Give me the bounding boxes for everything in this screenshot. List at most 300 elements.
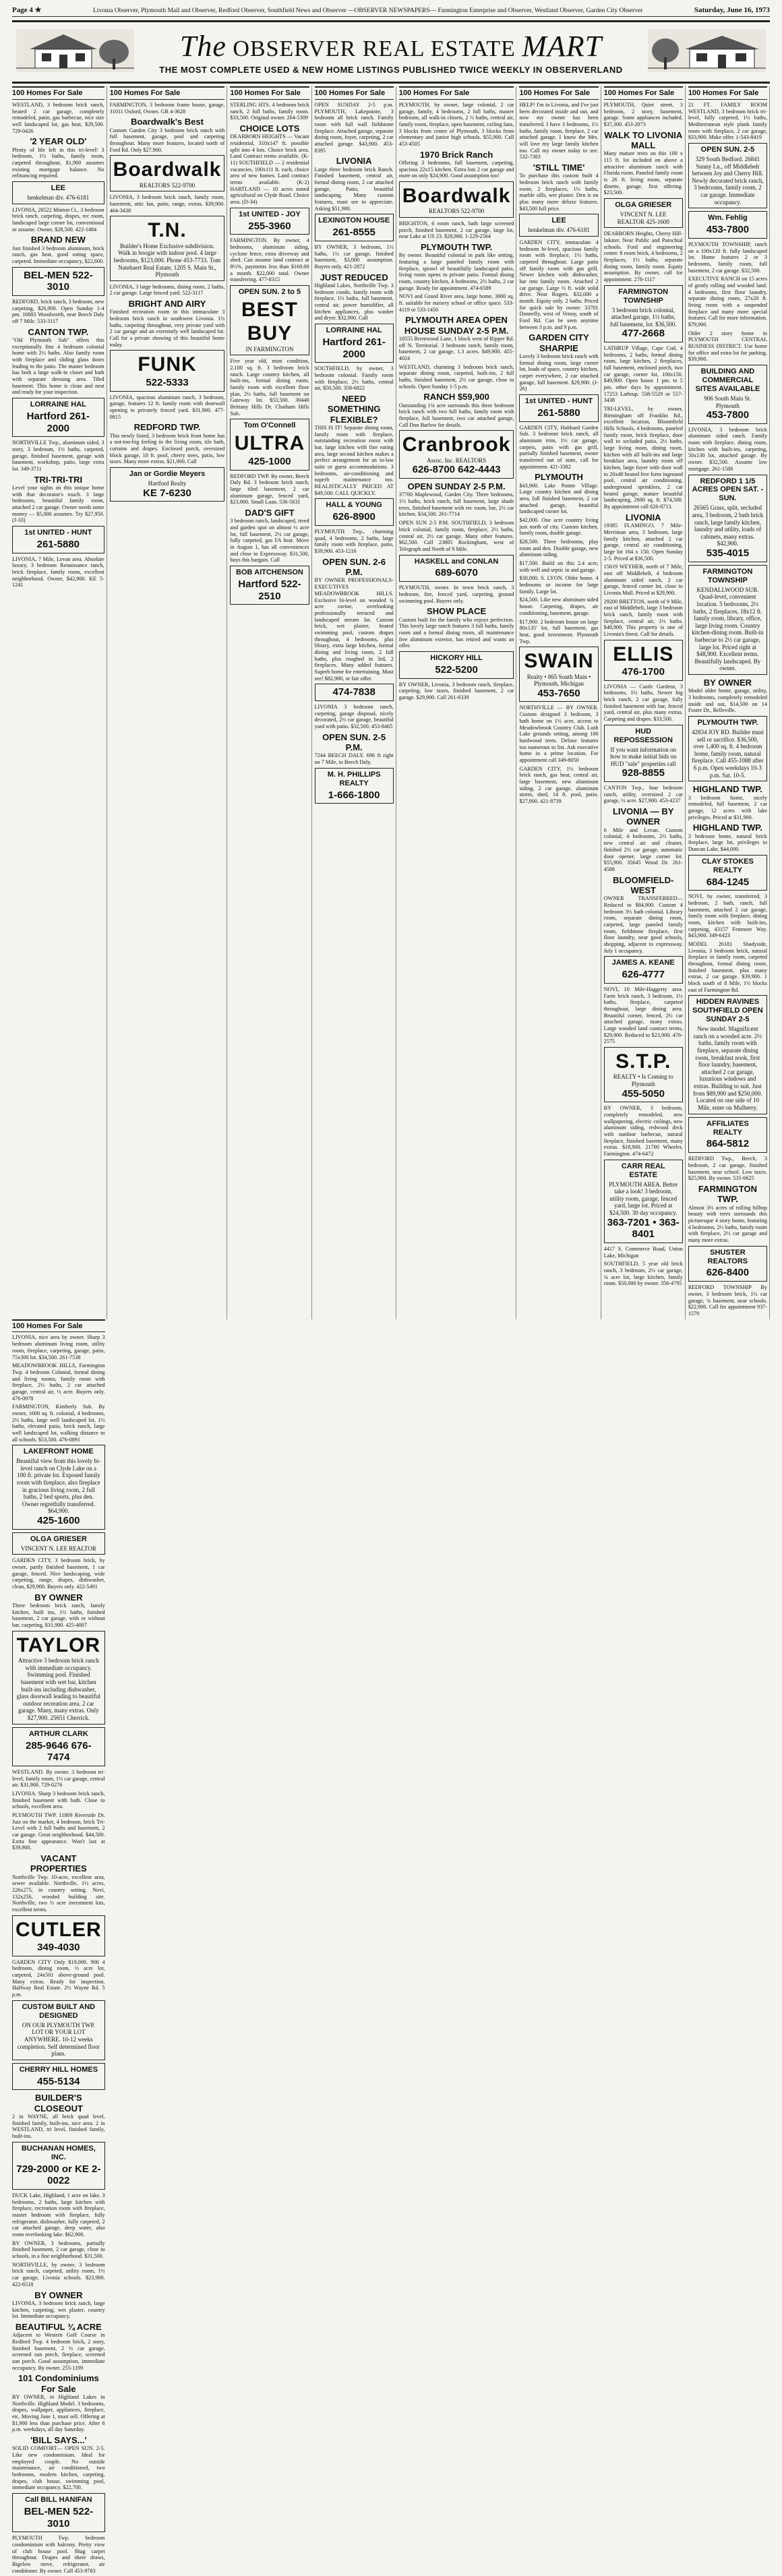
listing-headline: REDFORD TWP. — [133, 422, 201, 433]
realtor-name: HIDDEN RAVINES SOUTHFIELD OPEN SUNDAY 2-5 — [692, 998, 763, 1024]
classified-columns — [12, 86, 770, 2574]
realtor-detail: 906 South Main St. Plymouth — [704, 394, 752, 409]
realtor-name: FARMINGTON TOWNSHIP — [702, 567, 753, 585]
listing-text: 37760 Maplewood, Garden City. Three bedrooms, 1½ baths, brick ranch, full basement, large shade trees, finished basement with rec room, bar, 2½ car kitchen. $34,500. 261-7714 — [398, 491, 514, 518]
listing-text: This newly listed, 3 bedroom brick front home has a not-too-big feeling in the living room, tile bath, curtains and drapes. Enclosed porch, oversized block garage, 18 ft. pool, cherry trees, patio, low taxes. Many more extras. $21,900. Call — [109, 432, 225, 465]
house-illustration — [16, 29, 134, 72]
realtor-ad — [688, 365, 767, 424]
realtor-name: PLYMOUTH TWP. — [697, 719, 758, 727]
phone-number: 453-7800 — [706, 409, 750, 421]
listing-text: REDFORD TOWNSHIP By owner, 3 bedroom brick, 1½ car garage, ¾ basement, near schools. $22,900. Call for appointment 937-1579 — [688, 1284, 767, 1317]
realtor-logo-text: TAYLOR — [16, 1634, 100, 1656]
listing-headline: NEED SOMETHING FLEXIBLE? — [327, 394, 381, 425]
listing-text: NORTHVILLE, by owner, 3 bedroom brick ranch, carpeted, utility room, 1½ car garage, Livonia schools. $23,900. 422-6518 — [12, 2261, 105, 2287]
listing-text: Three bedroom brick ranch, family kitchen, built ins, 1½ baths, finished basement, 2 car garage, with or without bar, carpeting, $31,900. 425-4007 — [12, 1602, 105, 1629]
column-header: 100 Homes For Sale — [604, 86, 683, 100]
realtor-ad — [12, 1532, 105, 1555]
listing-text: Finished recreation room in this immaculate 3 bedroom brick ranch in southwest Livonia. 1½ baths, carpeting throughout, very private yard with 2 car garage and an extremely well landscaped lot. Call for a private showing of this beautiful home today. — [109, 309, 225, 348]
listing-text: 3 bedroom ranch, landscaped, treed and garden spot on almost ½ acre lot, full basement, 2½ car garage, fully carpeted, gas FA heat. Move in August 1, has all conveniences and close to Expressway. $31,500, buys this bargain. Call — [230, 518, 309, 564]
listing-text: OWNER TRANSFERRED—Reduced to $84,900. Custom 4 bedroom 3½ bath colonial. Library room, separate dining room, carpeted, large paneled family room, fieldstone fireplace, first floor laundry, near good schools, shopping, adjacent to expressway. July 1 occupancy. — [603, 895, 683, 954]
realtor-detail: REALTY • Is Coming to Plymouth — [613, 1073, 673, 1087]
listing-text: PLYMOUTH Twp. bedroom condominium with balcony. Pretty view of club house pool. Shag carpet throughout. Drapes and sheer draws, Bigelow stove, refrigerator, air conditioner. By owner. Call 453-9783 — [12, 2535, 105, 2574]
listing-text: FARMINGTON. By owner, 4 bedrooms, aluminum siding, cyclone fence, extra driveway and shed. Can assume land contract at 8½%, payments less than $160.00 a month. $22,000 total. Owner transferring. 477-8315 — [230, 237, 309, 283]
realtor-detail: 3 bedroom brick colonial, attached garage, 1½ baths, full basement, lot. $36,500. — [609, 306, 677, 328]
listing-headline: BEAUTIFUL ¾ ACRE — [15, 2321, 102, 2332]
listing-text: LIVONIA, nice area by owner. Sharp 3 bedroom aluminum living room, utility room, fireplace, carpeting, garage, patio, 75x300 lot. $34,500. 261-7538 — [12, 1334, 105, 1360]
realtor-ad — [604, 285, 683, 342]
listing-text: TRI-LEVEL, by owner, Birmingham off Franklin Rd., excellent location, Bloomfield Hills Schools, 4 bedrooms, paneled family room, brick fireplace, door wall to secluded patio, 2½ baths, large living room, dining room, kitchen with all built-ins and large breakfast area, laundry room off kitchen, large foyer with door wall to 20x40 heated free form inground pool, central air conditioning, underground sprinklers, 2 car heated garage, mature beautiful landscaping, 2600 sq. ft. $74,500. By appointment call 626-8713. — [603, 406, 683, 510]
listing-text: Offering 3 bedrooms, full basement, carpeting, spacious 22x15 kitchen. Extra lots 2 car garage and more on only $24,900. Good assumption too! — [398, 160, 514, 179]
listing-text: NORTHVILLE — BY OWNER. Custom designed 3 bedroom, 3 bath home on 1½ acre, access to Meadowbrook Country Club. Lush Lake grounds setting, among 100 hardwood trees. Deluxe features too numerous to list. Ask executive home in a prime location. For appointment call 349-8050 — [519, 705, 599, 763]
listing-headline: GARDEN CITY SHARPIE — [529, 332, 589, 353]
column-header: 100 Homes For Sale — [399, 86, 514, 100]
listing-headline: '2 YEAR OLD' — [30, 136, 87, 147]
listing-headline: HIGHLAND TWP. — [692, 784, 762, 795]
phone-number: 626-4777 — [622, 969, 665, 981]
listing-text: LIVONIA, 3 bedroom brick ranch, family room, basement, attic fan, patio, range, extras. $39,900. 464-3438 — [109, 194, 225, 214]
listing-text: NOVI, 10 Mile-Haggerty area. Farm brick ranch, 3 bedroom, 1½ baths, fireplace, carpeted throughout, large dining area. Beautiful corner, fenced, 2½ car attached garage, many extras. Large wooded land contract terms, $29,900. Reduced to $23,900. 476-2575 — [603, 986, 683, 1045]
listing-text: LIVONIA. Sharp 3 bedroom brick ranch, finished basement with bath. Close to schools, excellent area. — [12, 1790, 105, 1810]
listing-text: SOUTHFIELD, 5 year old brick ranch, 3 bedroom, 2½ car garage, ¾ acre lot, large kitchen, family room. $50,000 by owner. 356-4795 — [603, 1261, 683, 1287]
realtor-ad — [688, 855, 767, 891]
realtor-detail: If you want information on how to make initial bids on HUD "sale" properties call — [610, 746, 677, 767]
realtor-name: OLGA GRIESER — [615, 201, 672, 210]
listing-text: SOLID COMFORT— OPEN SUN. 2-5. Like new condominium. Ideal for employed couple. No outside maintenance, air conditioned, two bedrooms, modern kitchen, carpeting, drapes, club house, swimming pool, immediate occupancy. $22,700. — [12, 2445, 105, 2491]
realtor-name: Jan or Gordie Meyers — [129, 469, 206, 478]
listing-text: SOUTHFIELD, by owner, 3 bedroom colonial. Family room with fireplace, 2½ baths, central air, $50,500. 358-6822 — [314, 365, 394, 392]
realtor-name: HALL & YOUNG — [326, 501, 382, 510]
listing-headline: RANCH $59,900 — [423, 392, 489, 402]
listing-text: "Old Plymouth Sub" offers this exceptionally fine 4 bedroom colonial home with 2½ baths. Also family room with fireplace and sliding glass doors leading to the patio. The master bedroom has both a large walk-in closet and bath with separate dressing area. Tiled basement. This home is clean and neat and ready for your inspection. — [12, 337, 104, 396]
phone-number: 535-4015 — [706, 547, 750, 560]
listing-text: LIVONIA 3 bedroom ranch, carpeting, garage disposal, nicely decorated, 2½ car garage, beautiful yard with patio. $32,500. 453-8465 — [314, 703, 394, 729]
realtor-ad — [688, 143, 767, 208]
phone-box — [12, 267, 104, 296]
listing-headline: DAD'S GIFT — [245, 507, 295, 518]
listing-headline: BY OWNER — [703, 678, 752, 688]
realtor-detail: 42834 JOY RD. Builder must sell or sacrifice. $36,500, over 1,400 sq. ft. 4 bedroom home, family room, natural fireplace. Call 455-1088 after 6 p.m. Open weekdays 10-3 p.m. Sat. 10-5. — [691, 728, 764, 779]
listing-text: GARDEN CITY, Hubbard Garden Sub. 3 bedroom brick ranch, all aluminum trim, 1½ car garage, carpets, patio with gas grill, partially finished basement, owner transferred out of state, call for appointment. 421-3382 — [519, 424, 599, 470]
listing-headline: TRI-TRI-TRI — [34, 474, 83, 485]
realtor-ad — [12, 398, 104, 437]
listing-text: LIVONIA, 3 bedroom brick ranch, large kitchen, carpeting, wet plaster, country lot. Immediate occupancy. — [12, 2300, 105, 2320]
phone-number: 425-1600 — [37, 1515, 80, 1527]
listing-text: $17,900. 2 bedroom house on large 80x135' lot, full basement, gas heat, good investment. Plymouth Twp. — [519, 618, 599, 645]
phone-number: 522-5200 — [435, 663, 478, 676]
phone-number: 684-1245 — [706, 876, 750, 888]
phone-number: Hartford 261-2000 — [322, 336, 386, 360]
phone-number: KE 7-6230 — [143, 487, 191, 499]
realtor-ad — [12, 181, 104, 204]
listing-text: PLYMOUTH TOWNSHIP, ranch on a 100x120 ft. fully landscaped lot. Home features 2 or 3 bedrooms, family room, full basement, 2 car garage. $32,500. — [688, 241, 767, 274]
listing-text: By owner. Beautiful colonial in park like setting, featuring a large paneled family room with fireplace, sprawl of beautifully landscaped patio, living room opens to private patio. Formal dining room, country kitchen, 4 bedrooms, 2½ baths, 2 car garage. Ready for appointment. 474-6589 — [398, 252, 514, 291]
phone-number: 261-5880 — [36, 539, 80, 551]
realtor-logo-text: T.N. — [148, 219, 187, 242]
listing-headline: OPEN SUNDAY 2-5 P.M. — [407, 481, 506, 492]
running-header — [12, 5, 770, 17]
listing-text: 7244 BEECH DALY. 696 ft right on 7 Mile, to Beech Daly. — [314, 752, 394, 765]
phone-number: 476-1700 — [622, 665, 665, 678]
realtor-detail: henkelman div. 476-6181 — [27, 193, 90, 201]
listing-text: To purchase this custom built 4 bedroom brick ranch with family room, 2 fireplaces, 1½ baths, marble sills, wet plaster. Den is on plus many more deluxe features. $43,500 full price. — [519, 173, 599, 212]
page-number: Page 4 ★ — [12, 6, 42, 14]
listing-text: BY OWNER, 3 bedroom, completely remodeled, new wallpapering, electric ceilings, new aluminum siding, redwood deck with outdoor barbecue, natural fireplace, finished basement, many extras. $18,900. 21700 Wheeler, Farmington. 474-6472 — [603, 1105, 683, 1157]
listing-text: $17,500. Build on this 2.4 acre, with well and septic in and garage. — [519, 560, 599, 573]
realtor-logo-text: BEST BUY — [241, 299, 298, 345]
listing-text: Many mature trees on this 100 x 115 ft. lot included on above a attractive aluminum ranch with Florida room. Paneled family room is 26 ft. living room, separate dinette, garage, first offering. $23,500. — [603, 150, 683, 196]
realtor-ad — [604, 1047, 683, 1102]
realtor-ad — [315, 498, 394, 526]
listing-headline: PLYMOUTH TWP. — [421, 242, 493, 253]
realtor-ad — [519, 647, 598, 702]
realtor-ad — [230, 285, 309, 355]
listing-text: Plenty of life left in this tri-level! 3 bedroom, 1½ baths, family room, carpeted throughout, $1,900 assumes existing mortgage balance. No refinancing required. — [12, 146, 104, 179]
realtor-ad — [110, 350, 225, 391]
listing-text: Just finished 3 bedroom aluminum, brick ranch, gas heat, good eating space, carpeted. Immediate occupancy, $22,600. — [12, 245, 104, 264]
phone-number: 626-8400 — [706, 1267, 750, 1279]
realtor-name: ARTHUR CLARK — [28, 1729, 88, 1738]
phone-number: BEL-MEN 522-3010 — [24, 269, 93, 293]
listing-text: Large three bedroom brick Ranch. Finished basement, central air, formal dining room, 2 car attached garage, Patio, beautiful landscaping. Many custom features, must see to appreciate. Asking $51,900. — [314, 166, 394, 212]
listing-text: LIVONIA, 3 large bedrooms, dining room, 2 baths, 2 car garage. Large fenced yard. 522-3117 — [109, 283, 225, 297]
listing-headline: PLYMOUTH — [535, 472, 583, 483]
listing-headline: VACANT PROPERTIES — [30, 1853, 87, 1874]
realtor-name: CARR REAL ESTATE — [621, 1162, 665, 1179]
listing-text: 21 FT. FAMILY ROOM WESTLAND, 3 bedroom brick tri-level, fully carpeted, 1½ baths, Mediterranean style plank family room with fireplace, 2 car garage, $33,900. Make offer. 1-543-8419 — [688, 101, 767, 141]
listing-text: 2 in WAYNE, all brick quad level, finished family, built-ins, nice area. 2 in WESTLAND, tri level, finished family, built-ins. — [12, 2114, 105, 2140]
realtor-logo-text: ULTRA — [234, 432, 305, 455]
classified-column — [12, 86, 107, 1319]
realtor-name: FARMINGTON TOWNSHIP — [618, 287, 669, 305]
phone-number: 455-5134 — [37, 2075, 80, 2087]
phone-number: 1-666-1800 — [328, 789, 380, 801]
phone-number: 477-2668 — [622, 328, 665, 340]
phone-number: 261-8555 — [332, 227, 375, 239]
phone-number: 349-4030 — [37, 1942, 80, 1954]
listing-text: CANTON Twp., four bedroom ranch, utility, oversized 2 car garage, ½ acre. $27,900. 453-4237 — [603, 785, 683, 804]
section-banner — [12, 20, 770, 84]
phone-number: 261-5880 — [537, 407, 580, 419]
listing-text: Custom built for the family who enjoys perfection. This lovely large ranch features 3 full baths, family room and a formal dining room, all maintenance free aluminum exterior, has retired and wants an offer. — [398, 616, 514, 649]
issue-date: Saturday, June 16, 1973 — [694, 6, 770, 14]
listing-text: LATHRUP Village, Cape Cod, 4 bedrooms, 2 baths, formal dining room, large kitchen, 2 fireplaces, full basement, enclosed porch, two car garage, corner lot, 100x150. $49,900. Open house 1 pm. to 5 pm. other days by appointment. 17253 Lathrup. 538-5529 or 557-3438 — [603, 345, 683, 404]
listing-text: REDFORD, brick ranch, 3 bedroom, new carpeting, $26,900. Open Sunday 1-4 pm. 16883 Woodworth, near Beech Daly off 7 Mile. 533-3117 — [12, 299, 104, 325]
realtor-ad — [315, 324, 394, 363]
listing-text: FARMINGTON, Kimberly Sub. By owner, 1600 sq. ft. colonial, 4 bedrooms, 2½ baths, large well landscaped lot, 1½ baths, elevated patio, brick ranch, large well landscaped lot, walking distance to all schools. $53,500. 476-0891 — [12, 1404, 105, 1443]
listing-text: $42,000. One acre country living just north of city. Custom kitchen, family room, double garage. — [519, 517, 599, 537]
listing-headline: 1970 Brick Ranch — [419, 149, 493, 160]
realtor-name: OPEN SUN. 2-5 — [700, 146, 755, 154]
listing-text: OPEN SUN 2-5 P.M. SOUTHFIELD, 3 bedroom brick colonial, family room, fireplace, 2½ baths, central air, 2½ car garage. Many other features. $62,500. Call 23805 Rockingham, west of Telegraph and North of 9 Mile. — [398, 520, 514, 552]
realtor-name: AFFILIATES REALTY — [706, 1119, 749, 1137]
listing-text: LIVONIA, spacious aluminum ranch, 3 bedroom, garage, features 12 ft. family room with doorwall opening to privately fenced yard. $31,900. 477-0815 — [109, 394, 225, 420]
phone-number: 453-7800 — [706, 224, 750, 236]
realtor-name: LORRAINE HAL — [30, 400, 86, 409]
listing-text: FARMINGTON, 3 bedroom frame house, garage, 31011 Oxford, Owner. GR 4-3628 — [109, 101, 225, 115]
listing-text: REDFORD TWP. By owner, Beech Daly Rd. 3 bedroom brick ranch, large tiled basement, 2 car aluminum garage, fenced yard, $23,900. Small Loan. 536-5631 — [230, 473, 309, 506]
classified-column — [12, 1319, 107, 2576]
listing-text: Model older home, garage, utility, 3 bedrooms, completely remodeled inside and out, $14,500 on 14 Foster Dr., Belleville. — [688, 688, 767, 714]
phone-number: BEL-MEN 522-3010 — [24, 2505, 94, 2529]
realtor-name: M. H. PHILLIPS REALTY — [327, 770, 381, 787]
classified-column — [230, 86, 311, 1319]
listing-text: GARDEN CITY, 3 bedroom brick, by owner, partly finished basement, 1 car garage, fenced. Nice landscaping, wide carpeting, range, drapes, dishwasher, clean, $29,900. Buyers only. 422-5491 — [12, 1557, 105, 1590]
listing-text: 19385 FLAMINGO, 7 Mile-Merriman area, 3 bedroom, large family kitchen, attached 2 car garage, central air conditioning, large lot 164 x 150. Open Sunday 2-5. Priced at $36,500. — [603, 522, 683, 562]
listing-text: 15619 WEYHER, north of 7 Mile, east off Middlebelt, 4 bedroom aluminum sided ranch, 2 car garage, fenced corner lot, close to Livonia Mall. Priced at $29,900. — [603, 564, 683, 596]
phone-number: Hartford 522-2510 — [238, 578, 301, 602]
classified-column — [110, 86, 228, 1319]
realtor-ad — [688, 565, 767, 675]
listing-text: BY OWNER, 3 bedrooms, partially finished basement, 2 car garage, close to schools, in a fine neighborhood. $31,500. — [12, 2240, 105, 2260]
column-header: 100 Homes For Sale — [230, 86, 309, 100]
listing-text: Northville Twp. 10-acre, excellent area, sewer available. Northville, 1½ acres, 226x275, in country setting. Novi, 132x256, wooded building site. Northville, two ½ acre investment lots, excellent terms. — [12, 1874, 105, 1913]
realtor-ad — [12, 1915, 105, 1956]
listing-headline: LIVONIA — [336, 156, 372, 167]
banner-subtitle: THE MOST COMPLETE USED & NEW HOME LISTINGS PUBLISHED TWICE WEEKLY IN OBSERVERLAND — [159, 65, 623, 75]
listing-text: WESTLAND, charming 3 bedroom brick ranch, separate dining room, carpeted, built-ins, 2 full baths, finished basement, 2½ car garage, close to schools. Open Sunday 1-5 p.m. — [398, 363, 514, 390]
realtor-ad — [12, 2063, 105, 2091]
realtor-detail: VINCENT N. LEE REALTOR — [20, 1545, 96, 1552]
realtor-name: CLAY STOKES REALTY — [701, 857, 754, 874]
realtor-ad — [230, 208, 309, 235]
listing-text: PLYMOUTH, Quiet street, 3 bedroom, 2 story, basement, garage. Some appliances included. $37,300. 453-2073 — [603, 101, 683, 127]
listing-text: PLYMOUTH Twp., charming quad, 4 bedrooms, 2 baths, large family room with fireplace, patio, $39,900. 453-1216 — [314, 529, 394, 555]
realtor-ad — [399, 651, 514, 679]
realtor-name: LEE — [51, 184, 66, 193]
classified-column — [688, 86, 770, 1319]
publication-line: Livonia Observer, Plymouth Mail and Observer, Redford Observer, Southfield News and Observer —OBSERVER NEWSPAPERS— Farmington Enterprise and Observer, Westland Observer, Garden City Observer — [93, 7, 643, 14]
column-header: 100 Homes For Sale — [315, 86, 394, 100]
realtor-detail: Builder's Home Exclusive subdivision. Walk in boogie with indoor pool. 4 large bedrooms, $123,000. Phone 453-7733. Tom Natebaert Real Estate, 1205 S. Main St., Plymouth — [113, 242, 221, 278]
listing-text: 29200 BRETTON, north of 9 Mile, east of Middlebelt, large 3 bedroom brick ranch, family room with fireplace, central air, 1½ baths. $48,900. This property is one of Livonia's finest. Call for details. — [603, 598, 683, 637]
listing-text: LIVONIA — Castle Gardens, 3 bedrooms, 1½ baths, Newer big brick ranch, 2 car garage, fully finished basement with bar, fenced yard, central air, plus many extras. Carpeting and drapes. $33,500. — [603, 683, 683, 723]
realtor-name: REDFORD 1 1/5 ACRES OPEN SAT. - SUN. — [692, 477, 764, 503]
listing-headline: FARMINGTON TWP. — [698, 1183, 757, 1205]
realtor-detail: REALTORS 522-9700 — [139, 181, 196, 189]
realtor-ad — [315, 768, 394, 804]
listing-text: 4417 S. Commerce Road, Union Lake, Michigan — [603, 1245, 683, 1259]
realtor-detail: IN FARMINGTON — [245, 345, 294, 353]
phone-number: 455-5050 — [622, 1087, 665, 1100]
listing-headline: OPEN SUN. 2-5 P.M. — [322, 731, 386, 752]
realtor-name: Call BILL HANIFAN — [25, 2495, 92, 2504]
column-header: 100 Homes For Sale — [110, 86, 225, 100]
listing-headline: HIGHLAND TWP. — [692, 822, 762, 833]
phone-number: 689-6070 — [435, 567, 478, 579]
realtor-name: HICKORY HILL — [430, 653, 483, 662]
classified-column — [519, 86, 601, 1319]
listing-text: Five year old, mint condition, 2,100 sq. ft. 3 bedroom brick ranch. Large country kitchen, all built-ins, formal dining room, family room with excellent floor plan, 2½ baths, full basement on Gateway lot. $53,500. 30440 Brittany Hills Dr. Chatham Hills Sub. — [230, 358, 309, 417]
realtor-logo-text: ELLIS — [613, 642, 674, 665]
realtor-ad — [12, 1727, 105, 1766]
realtor-name: JAMES A. KEANE — [611, 959, 675, 967]
phone-number: 363-7201 • 363-8401 — [607, 1216, 680, 1240]
realtor-ad — [12, 1631, 105, 1725]
listing-text: NOVI, by owner, transferred, 3 bedroom, 2 bath, ranch, full basement, attached 2 car garage, family room with fireplace, dining room, kitchen with built-ins, carpeting, 43157 Fenmore Way. $43,900. 349-6423 — [688, 893, 767, 939]
realtor-name: CUSTOM BUILT AND DESIGNED — [22, 2002, 96, 2020]
listing-text: EXECUTIVE RANCH on 15 acres of gently rolling and wooded land. 4 bedrooms, first floor laundry, separate dining room, 27x20 ft. living room with a suspended fireplace and many more special features. Call for more information. $79,900. — [688, 276, 767, 328]
listing-text: GARDEN CITY, immaculate 4 bedroom bi-level, spacious family room with fireplace, 1½ baths, carpeted throughout. Large patio off family room with gas grill. Newer kitchen with dishwasher, bar into family room. Attached 2 car garage. Large ½ ft. wide solid drive. Near Rogers. $32,000 a month. Equity only. 2 baths. Priced for quick sale by owner. 33701 Donnelly, west of Venoy, south of Ford Rd. Can be seen anytime between 3 p.m. and 9 p.m. — [519, 239, 599, 330]
realtor-name: OPEN SUN. 2 to 5 — [238, 288, 301, 297]
listing-headline: BY OWNER — [34, 1592, 83, 1602]
phone-number: 474-7838 — [332, 686, 375, 698]
realtor-ad — [110, 467, 225, 502]
realtor-detail: henkelman div. 476-6181 — [528, 227, 590, 234]
realtor-ad — [604, 640, 683, 681]
listing-text: Highland Lakes, Northville Twp. 3 bedroom condo, family room with fireplace, 1½ baths, full basement, central air, power humidifier, all kitchen appliances, plus washer and dryer. $32,900. Call — [314, 282, 394, 322]
realtor-ad — [604, 956, 683, 984]
listing-text: Level your sights on this unique home with that decorator's touch. 3 large bedrooms, beautiful family room, attached 2 car garage. Owner needs some money — $5,000 assumes. Try $27,950. (J-33) — [12, 485, 104, 524]
realtor-ad — [688, 995, 767, 1114]
listing-headline: 101 Condominiums For Sale — [18, 2373, 99, 2394]
realtor-logo-text: SWAIN — [524, 650, 594, 673]
listing-headline: WALK TO LIVONIA MALL — [604, 129, 683, 150]
realtor-ad — [399, 430, 514, 479]
realtor-name: OLGA GRIESER — [30, 1534, 87, 1543]
listing-text: Outstanding 1¾ acre surrounds this three bedroom brick ranch with two full baths, family room with fireplace, full basement, two car attached garage, Call Don Barlow for details. — [398, 402, 514, 428]
listing-text: Adjacent to Western Golf Course in Redford Twp. 4 bedroom brick, 2 story, finished basement, 2 ½ car garage, screened sun porch, fireplace, screened sun porch. Good assumption, immediate occupancy. By owner. 255-1199 — [12, 2332, 105, 2371]
realtor-ad — [688, 1246, 767, 1282]
phone-number: 285-9646 676-7474 — [26, 1739, 92, 1764]
listing-text: LIVONIA, 28522 Minton Ct., 3 bedroom brick ranch, carpeting, drapes, rec room, landscaped large corner lot, conventional or assume. Owner, $28,500. 422-1484 — [12, 206, 104, 233]
realtor-logo-text: Cranbrook — [402, 433, 511, 456]
phone-number: 522-5333 — [146, 376, 189, 388]
realtor-name: 1st UNITED - HUNT — [524, 397, 593, 406]
phone-number: 928-8855 — [622, 767, 665, 779]
listing-text: PLYMOUTH, owner. In town brick ranch, 3 bedroom, fire, fenced yard, carpeting, ground swimming pool. Buyers only. — [398, 585, 514, 604]
classified-column — [604, 86, 686, 1319]
listing-text: Lovely 3 bedroom brick ranch with formal dining room, large corner lot, loads of space, country kitchen, carpet everywhere, 2 car attached garage, full basement. $29,900. (J-26) — [519, 353, 599, 392]
realtor-ad — [110, 155, 225, 191]
listing-text: WESTLAND, 3 bedroom brick ranch, heated 2 car garage, completely remodeled, patio, gas barbecue, nice size well landscaped lot, gas heat, $29,500. 729-0426 — [12, 101, 104, 134]
listing-headline: LIVONIA — [625, 512, 661, 522]
listing-text: Almost 3½ acres of rolling hilltop beauty with trees surrounds this picturesque 4 story home, featuring 4 bedrooms, 2½ baths, family room with fireplace, 2½ car garage and many more extras. — [688, 1204, 767, 1243]
listing-headline: LIVONIA — BY OWNER — [612, 806, 674, 827]
listing-text: NOVI and Grand River area, large home, 3000 sq. ft. suitable for nursery school or office space. 533-4119 or 533-1450 — [398, 293, 514, 313]
realtor-ad — [12, 2000, 105, 2060]
realtor-name: BUCHANAN HOMES, INC. — [21, 2144, 96, 2161]
realtor-detail: Assoc. Inc. REALTORS — [427, 456, 487, 464]
realtor-ad — [604, 1160, 683, 1243]
listing-headline: 'BILL SAYS...' — [30, 2434, 87, 2445]
listing-text: BY OWNER PROFESSIONALS-EXECUTIVES MEADOWBROOK HILLS. Exclusive bi-level on wooded ¾ acre ravine, overlooking professionally terraced and landscaped stream lot. Custom brick, wet plaster, heated swimming pool, custom drapes throughout, 4 bedrooms, plus library, extra large kitchen, formal dining and living room, 2 full baths, plus roughed in 3rd, 2 fireplaces. Many added features. Superb home for entertaining. Must see! $82,900, or fair offer. — [314, 577, 394, 682]
column-header: 100 Homes For Sale — [12, 86, 104, 100]
realtor-detail: New model. Magnificent ranch on a wooded acre. 2½ baths, family room with fireplace, separate dining room, breakfast nook, first floor laundry, basement, attached 2 car garage, luxurious windows and extras. Building to suit. Just from $89,900 and $250,000. Located on one side of 10 Mile, enter on Mulberry. — [693, 1025, 762, 1111]
column-header: 100 Homes For Sale — [12, 1319, 105, 1333]
listing-text: 3 bedroom home, natural brick fireplace, large lot, privileges to Duncan Lake, $44,000. — [688, 833, 767, 852]
listing-headline: CHOICE LOTS — [239, 123, 300, 133]
listing-text: LIVONIA, 3 bedroom brick aluminum sided ranch. Family room with fireplace, dining room, kitchen with built-ins, carpeting, 50x130 lot, attached garage. By owner. $32,500. Assume low mortgage. 261-1588 — [688, 426, 767, 472]
listing-text: $43,900. Lake Pointe Village. Large country kitchen and dining area, full finished basement, 2 car attached garage, beautiful landscaped corner lot. — [519, 482, 599, 515]
realtor-ad — [230, 419, 309, 470]
house-illustration — [648, 29, 766, 72]
listing-text: LIVONIA, 7 Mile, Levan area. Absolute luxury, 3 bedroom Renaissance ranch, brick fireplace, family room, excellent neighborhood. Owner, $42,900. KE 5-1241 — [12, 556, 104, 589]
listing-text: REDFORD Twp., Beech, 3 bedroom, 2 car garage, finished basement, near school. Low taxes. $25,900. By owner. 535-6625 — [688, 1156, 767, 1182]
listing-text: $28,500. Three bedrooms, play room and den. Double garage, new aluminum siding. — [519, 539, 599, 558]
realtor-name: Tom O'Connell — [243, 421, 296, 430]
realtor-name: 1st UNITED - HUNT — [24, 529, 92, 537]
phone-number: 453-7650 — [537, 687, 580, 699]
realtor-name: LEE — [551, 216, 566, 225]
listing-headline: Boardwalk's Best — [131, 117, 204, 127]
listing-headline: 'STILL TIME' — [533, 162, 585, 173]
classified-column — [399, 86, 517, 1319]
listing-headline: BY OWNER — [34, 2289, 83, 2300]
realtor-detail: Realty • 865 South Main • Plymouth, Michigan — [527, 673, 591, 688]
phone-number: 729-2000 or KE 2-0022 — [16, 2163, 101, 2187]
listing-text: MODEL 26181 Shadyside, Livonia, 3 bedroom brick, natural fireplace in family room, carpeted throughout, formal dining room, finished basement, plus many extras, 2 car garage. $39,900. 1 block south of 8 Mile, 1½ blocks east of Farmington Rd. — [688, 940, 767, 993]
realtor-ad — [688, 211, 767, 239]
listing-text: DEARBORN HEIGHTS — Vacant residential, 310x147 ft. possible split into 4 lots. Choice brick area. Land Contract terms available. (K-11) SOUTHFIELD — 2 residential vacancies, 100x111 ft. each, choice area of new homes. Land contract terms available. (K-2) HARTLAND — 10 acres zoned agricultural on Clyde Road. Choice area. (D-34) — [230, 133, 309, 206]
realtor-detail: Hartford Realty — [148, 479, 187, 487]
realtor-name: LEXINGTON HOUSE — [318, 216, 390, 225]
listing-text: MEADOWBROOK HILLS, Farmington Twp. 4 bedroom Colonial, formal dining and living rooms, family room with fireplace, 2½ baths, 2 car attached garage, central air, ½ acre. Buyers only. 476-0978 — [12, 1362, 105, 1402]
listing-text: PLYMOUTH TWP. 11809 Riverside Dr. Just on the market, 4 bedroom, brick Tri-Level with 2 full baths and basement, 2 car garage. Great neighborhood. $44,500. Extra fine appearance. Won't last at $39,900. — [12, 1811, 105, 1851]
phone-number: 255-3960 — [248, 220, 291, 232]
realtor-ad — [399, 555, 514, 582]
listing-text: 10555 Brentwood Lane, 1 block west of Ripper Rd. off N. Territorial. 3 bedroom ranch, family room, basement, 2 car garage, 1.3 acres. $49,900. 455-4024 — [398, 336, 514, 362]
listing-text: STERLING HTS. 4 bedroom brick ranch, 2 full baths, family room. $33,500. Original owner. 264-5309 — [230, 101, 309, 121]
phone-box — [315, 684, 394, 701]
listing-text: BY OWNER, in Highland Lakes in Northville. Highland Model. 3 bedrooms, drapes, wallpaper, appliances, fireplace, etc. Moving June 1, must sell. Offering at $1,900 less than purchase price. After 6 p.m. weekdays, all day Saturday. — [12, 2393, 105, 2433]
realtor-name: BUILDING AND COMMERCIAL SITES AVAILABLE — [695, 367, 760, 393]
realtor-ad — [604, 725, 683, 782]
listing-headline: PLYMOUTH AREA OPEN HOUSE SUNDAY 2-5 P.M. — [404, 315, 509, 336]
realtor-name: HASKELL and CONLAN — [414, 557, 499, 566]
listing-headline: SHOW PLACE — [427, 606, 487, 617]
listing-headline: BRAND NEW — [30, 235, 86, 245]
listing-text: GARDEN CITY Only $19,000. 900 4 bedroom, dining room, ½ acre lot, carpeted, 24x501 above-ground pool. Many extras. Ready for inspection. Halfway Real Estate. 2½ Wayne Rd. 5 p.m. — [12, 1958, 105, 1998]
realtor-detail: KENDALLWOOD SUB. Quad-level, convenient location. 5 bedrooms, 2½ baths, 2 fireplaces, 18x12 ft. family room, library, office, large living room. Country kitchen-dining room. Built-in barbecue to 2½ car garage, large lot. Priced right at $48,900. Excellent terms. Beautifully landscaped. By owner. — [692, 586, 764, 672]
phone-number: 626-8900 — [332, 511, 375, 523]
listing-text: DEARBORN Heights, Cherry Hill-Inkster. Near Public and Parochial schools. Ford and engineering center. 8 room brick, 4 bedrooms, 2 fireplaces, 1½ baths, separate dining room, family room. Equity assumption. By owner, call for appointment. 278-1117 — [603, 231, 683, 282]
realtor-logo-text: Boardwalk — [113, 158, 222, 181]
listing-text: GARDEN CITY, 1½ bedroom brick ranch, gas heat, central air, large basement, new aluminum siding, 2 car garage, aluminum storm, shed, 14 ft. pool, patio. $27,900. 421-8739 — [519, 765, 599, 804]
listing-text: WESTLAND. By owner. 3 bedroom tri-level, family room, 1½ car garage, central air. $31,900. 729-0276 — [12, 1768, 105, 1789]
realtor-logo-text: S.T.P. — [615, 1050, 671, 1073]
listing-text: 6 Mile and Levan. Custom colonial, 4 bedrooms, 2½ baths, new central air and cleaner, finished 2½ car garage, automatic door opener, large corner lot. $55,900. 35645 Wood Dr. 261-4588 — [603, 827, 683, 872]
realtor-ad — [315, 214, 394, 241]
realtor-name: SHUSTER REALTORS — [707, 1248, 748, 1265]
realtor-ad — [519, 214, 598, 237]
listing-text: OPEN SUNDAY 2-5 p.m. PLYMOUTH, Lakepointe, 3 bedroom all brick ranch. Family room with full wall fieldstone fireplace. Attached garage, separate dining room, foyer, carpeting, 2 car attached garage. $43,900. 453-8395 — [314, 101, 394, 154]
listing-text: BY OWNER, Livonia, 3 bedroom ranch, fireplace, carpeting, low taxes, finished basement, 2 car garage. $29,900. Call 261-8339 — [398, 681, 514, 700]
column-header: 100 Homes For Sale — [519, 86, 598, 100]
realtor-detail: REALTORS 522-9700 — [428, 208, 485, 215]
phone-number: 626-8700 642-4443 — [412, 464, 501, 476]
realtor-ad — [12, 1445, 105, 1530]
realtor-name: Wm. Fehlig — [708, 214, 748, 222]
realtor-name: LAKEFRONT HOME — [23, 1447, 94, 1456]
realtor-detail: PLYMOUTH AREA. Better take a look! 3 bedroom, utility room, garage, fenced yard, large lot. Priced at $24,500. 30 day occupancy. — [609, 1180, 678, 1216]
listing-text: $30,000. S. LYON. Older home. 4 bedrooms or income for large family. Large lot. — [519, 575, 599, 595]
classified-column — [315, 86, 396, 1319]
realtor-detail: VINCENT N. LEE REALTOR 425-1600 — [617, 210, 669, 225]
listing-text: 3 bedroom home, nicely remodeled, full basement, 2 car garage, 12 acres with lake privileges. Priced at $31,900. — [688, 794, 767, 820]
realtor-logo-text: CUTLER — [16, 1918, 102, 1941]
realtor-ad — [688, 716, 767, 781]
realtor-name: CHERRY HILL HOMES — [19, 2065, 98, 2074]
phone-number: 425-1000 — [248, 455, 291, 467]
listing-text: Custom Garden City 3 bedroom brick ranch with full basement, garage, pool and carpeting throughout. Many more features, located north of Ford Rd. Only $27,900. — [109, 127, 225, 153]
realtor-name: 1st UNITED - JOY — [239, 210, 301, 218]
realtor-detail: Attractive 3 bedroom brick ranch with immediate occupancy. Swimming pool. Finished basement with wet bar, kitchen built-ins including dishwasher, glass doorwall leading to beautiful outdoor recreation area. 2 car garage. Many, many extras. Only $27,900. 25651 Cherrick. — [16, 1657, 101, 1721]
realtor-name: HUD REPOSSESSION — [613, 727, 673, 744]
realtor-ad — [110, 216, 225, 280]
realtor-detail: 26565 Grass, split, secluded area, 3 bedroom, 2 bath brick ranch, large family kitchen, laundry and utility, loads of cabinets, many extras. $42,900. — [692, 504, 764, 547]
realtor-logo-text: Boardwalk — [402, 185, 511, 208]
phone-number: Hartford 261-2000 — [26, 411, 90, 434]
